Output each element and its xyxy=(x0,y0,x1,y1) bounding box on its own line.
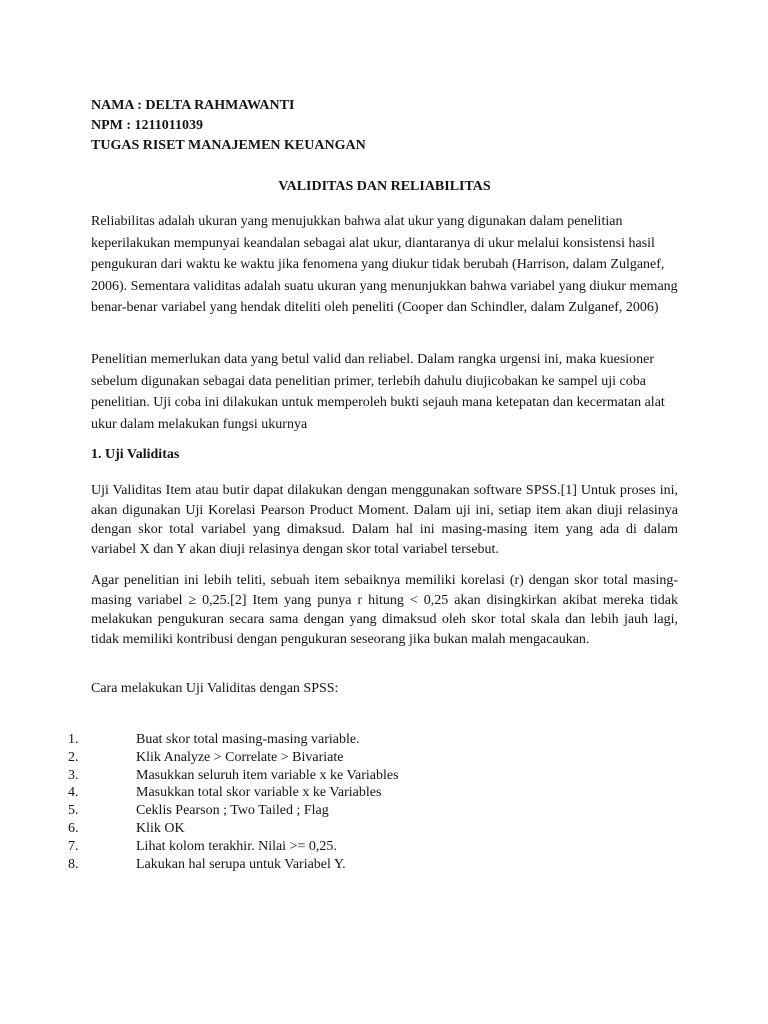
step-number: 3. xyxy=(68,767,79,783)
list-item xyxy=(68,820,399,838)
step-number: 2. xyxy=(68,749,79,765)
step-number: 4. xyxy=(68,785,79,801)
step-number: 5. xyxy=(68,803,79,819)
student-header xyxy=(91,96,366,156)
step-text: Ceklis Pearson ; Two Tailed ; Flag xyxy=(136,803,329,819)
step-text: Lihat kolom terakhir. Nilai >= 0,25. xyxy=(136,838,337,854)
paragraph-reliabilitas: Reliabilitas adalah ukuran yang menujukkan bahwa alat ukur yang digunakan dalam penelitian keperilakukan mempunyai keandalan sebagai alat ukur, diantaranya di ukur melalui konsistensi hasil pengukuran dari waktu ke waktu jika fenomena yang diukur tidak berubah (Harrison, dalam Zulganef, 2006). Sementara validitas adalah suatu ukuran yang menunjukkan bahwa variabel yang diukur memang benar-benar variabel yang hendak diteliti oleh peneliti (Cooper dan Schindler, dalam Zulganef, 2006) xyxy=(91,214,678,315)
list-item xyxy=(68,767,399,785)
spss-steps-list xyxy=(68,731,399,873)
step-text: Masukkan total skor variable x ke Variables xyxy=(136,785,382,801)
list-item xyxy=(68,784,399,802)
student-npm: NPM : 1211011039 xyxy=(91,118,203,133)
step-number: 8. xyxy=(68,856,79,872)
list-item xyxy=(68,749,399,767)
paragraph-cara-spss: Cara melakukan Uji Validitas dengan SPSS: xyxy=(91,681,339,696)
assignment-title: TUGAS RISET MANAJEMEN KEUANGAN xyxy=(91,138,366,153)
student-name: NAMA : DELTA RAHMAWANTI xyxy=(91,98,295,113)
step-number: 6. xyxy=(68,820,79,836)
step-text: Buat skor total masing-masing variable. xyxy=(136,732,360,747)
paragraph-uji-validitas: Uji Validitas Item atau butir dapat dilakukan dengan menggunakan software SPSS.[1] Untuk proses ini, akan digunakan Uji Korelasi Pearson Product Moment. Dalam uji ini, setiap item akan diuji relasinya dengan skor total variabel yang dimaksud. Dalam hal ini masing-masing item yang ada di dalam variabel X dan Y akan diuji relasinya dengan skor total variabel tersebut. xyxy=(91,483,678,557)
document-title: VALIDITAS DAN RELIABILITAS xyxy=(278,179,491,194)
paragraph-korelasi: Agar penelitian ini lebih teliti, sebuah item sebaiknya memiliki korelasi (r) dengan skor total masing-masing variabel ≥ 0,25.[2] Item yang punya r hitung < 0,25 akan disingkirkan akibat mereka tidak melakukan pengukuran secara sama dengan yang dimaksud oleh skor total skala dan lebih jauh lagi, tidak memiliki kontribusi dengan pengukuran seseorang jika bukan malah mengacaukan. xyxy=(91,573,678,647)
section-heading: 1. Uji Validitas xyxy=(91,447,180,462)
step-text: Lakukan hal serupa untuk Variabel Y. xyxy=(136,856,346,872)
list-item xyxy=(68,838,399,856)
list-item xyxy=(68,856,399,874)
step-text: Klik OK xyxy=(136,820,185,836)
step-text: Masukkan seluruh item variable x ke Variables xyxy=(136,767,399,783)
paragraph-penelitian: Penelitian memerlukan data yang betul valid dan reliabel. Dalam rangka urgensi ini, maka kuesioner sebelum digunakan sebagai data penelitian primer, terlebih dahulu diujicobakan ke sampel uji coba penelitian. Uji coba ini dilakukan untuk memperoleh bukti sejauh mana ketepatan dan kecermatan alat ukur dalam melakukan fungsi ukurnya xyxy=(91,352,665,432)
list-item xyxy=(68,731,399,749)
step-number: 1. xyxy=(68,732,79,747)
list-item xyxy=(68,802,399,820)
step-number: 7. xyxy=(68,838,79,854)
step-text: Klik Analyze > Correlate > Bivariate xyxy=(136,749,344,765)
